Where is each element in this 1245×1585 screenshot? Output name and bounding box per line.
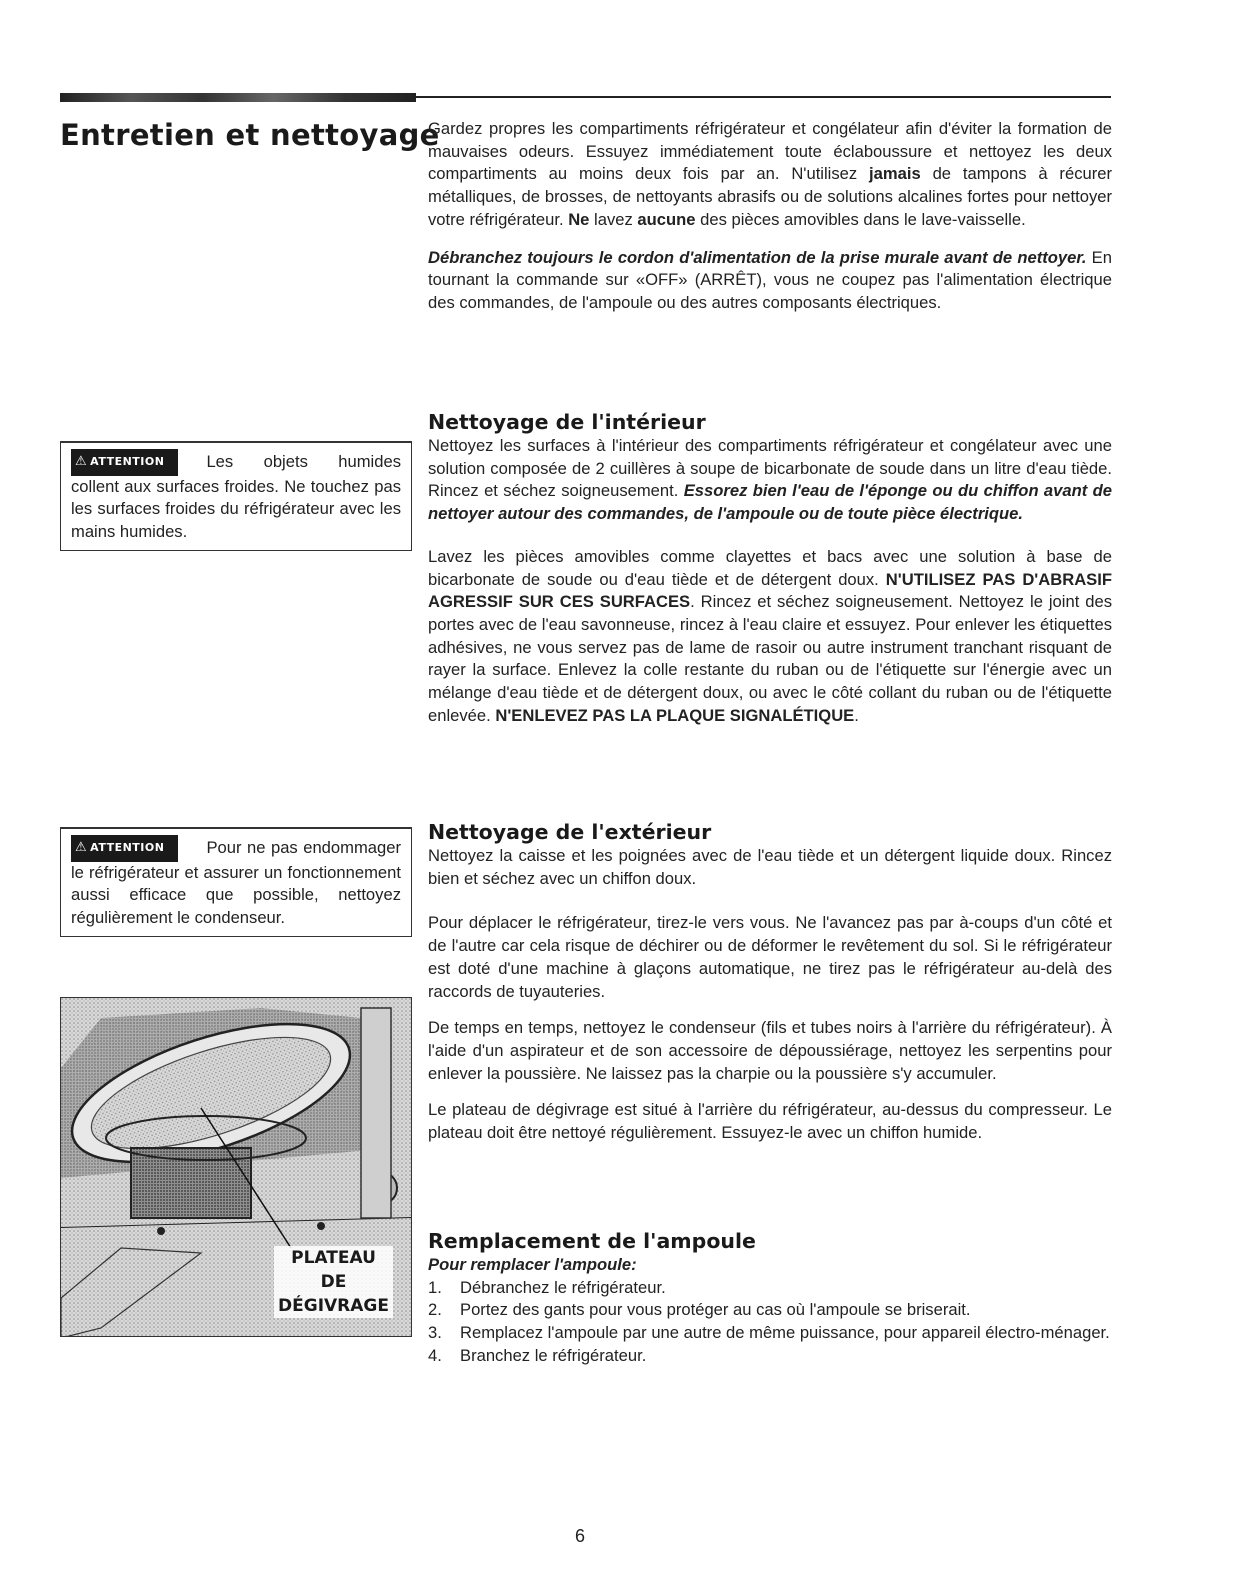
- exterior-paragraph-4: Le plateau de dégivrage est situé à l'arrière du réfrigérateur, au-dessus du compresseur. Le plateau doit être nettoyé régulièrement. Essuyez-le avec un chiffon humide.: [428, 1100, 1112, 1143]
- interior-cleaning-section: [428, 409, 1112, 727]
- intro-paragraph: Gardez propres les compartiments réfrigérateur et congélateur afin d'éviter la formation de mauvaises odeurs. Essuyez immédiatement toute éclaboussure et nettoyez les deux compartiments au moins deux fois par an. N'utilisez jamais de tampons à récurer métalliques, de brosses, de nettoyants abrasifs ou de solutions alcalines fortes pour nettoyer votre réfrigérateur. Ne lavez aucune des pièces amovibles dans le lave-vaisselle.: [428, 119, 1112, 229]
- exterior-paragraph-3: De temps en temps, nettoyez le condenseur (fils et tubes noirs à l'arrière du réfrigérateur). À l'aide d'un aspirateur et de son accessoire de dépoussiérage, nettoyez les serpentins pour enlever la poussière. Ne laissez pas la charpie ou la poussière s'y accumuler.: [428, 1018, 1112, 1083]
- header-rule-thin: [416, 96, 1111, 98]
- warning-text: Les objets humides collent aux surfaces froides. Ne touchez pas les surfaces froides du réfrigérateur avec les mains humides.: [71, 452, 401, 542]
- bulb-replacement-section: [428, 1228, 1112, 1368]
- exterior-cleaning-section: [428, 819, 1112, 1145]
- list-item: 3. Remplacez l'ampoule par une autre de même puissance, pour appareil électro-ménager.: [428, 1323, 1110, 1343]
- list-item: 1. Débranchez le réfrigérateur.: [428, 1277, 666, 1297]
- header-rule-thick: [60, 93, 416, 102]
- warning-triangle-icon: ⚠: [75, 840, 88, 855]
- bulb-heading: Remplacement de l'ampoule: [428, 1229, 756, 1253]
- warning-box-wet-objects: [60, 441, 412, 551]
- unplug-paragraph: Débranchez toujours le cordon d'alimentation de la prise murale avant de nettoyer. En tournant la commande sur «OFF» (ARRÊT), vous ne coupez pas l'alimentation électrique des commandes, de l'ampoule ou des autres composants électriques.: [428, 247, 1112, 312]
- bulb-subheading: Pour remplacer l'ampoule:: [428, 1255, 637, 1274]
- defrost-pan-illustration: [60, 997, 412, 1337]
- interior-heading: Nettoyage de l'intérieur: [428, 410, 706, 434]
- warning-box-condenser: [60, 827, 412, 937]
- page-number: 6: [574, 1526, 585, 1546]
- exterior-paragraph-1: Nettoyez la caisse et les poignées avec de l'eau tiède et un détergent liquide doux. Rincez bien et séchez avec un chiffon doux.: [428, 846, 1112, 888]
- interior-paragraph-1: Nettoyez les surfaces à l'intérieur des compartiments réfrigérateur et congélateur avec une solution composée de 2 cuillères à soupe de bicarbonate de soude dans un litre d'eau tiède. Rincez et séchez soigneusement. Essorez bien l'eau de l'éponge ou du chiffon avant de nettoyer autour des commandes, de l'ampoule ou de toute pièce électrique.: [428, 436, 1113, 524]
- attention-badge: ⚠ ATTENTION: [71, 449, 178, 476]
- warning-text: Pour ne pas endommager le réfrigérateur et assurer un fonctionnement aussi efficace que possible, nettoyez régulièrement le condenseur.: [71, 838, 401, 928]
- list-item: 4. Branchez le réfrigérateur.: [428, 1345, 647, 1365]
- interior-paragraph-2: Lavez les pièces amovibles comme clayettes et bacs avec une solution à base de bicarbonate de soude ou d'eau tiède et de détergent doux. N'UTILISEZ PAS D'ABRASIF AGRESSIF SUR CES SURFACES. Rincez et séchez soigneusement. Nettoyez le joint des portes avec de l'eau savonneuse, rincez à l'eau claire et essuyez. Pour enlever les étiquettes adhésives, ne vous servez pas de lame de rasoir ou autre instrument tranchant risquant de rayer la surface. Enlevez la colle restante du ruban ou de l'étiquette sur l'énergie avec un mélange d'eau tiède et de détergent doux, ou avec le côté collant du ruban ou de l'étiquette enlevée. N'ENLEVEZ PAS LA PLAQUE SIGNALÉTIQUE.: [428, 546, 1112, 725]
- bulb-steps-list: [428, 1277, 1112, 1368]
- page-title: Entretien et nettoyage: [60, 118, 440, 152]
- warning-triangle-icon: ⚠: [75, 454, 88, 469]
- exterior-heading: Nettoyage de l'extérieur: [428, 820, 712, 844]
- list-item: 2. Portez des gants pour vous protéger au cas où l'ampoule se briserait.: [428, 1300, 971, 1320]
- exterior-paragraph-2: Pour déplacer le réfrigérateur, tirez-le vers vous. Ne l'avancez pas par à-coups d'un côté et de l'autre car cela risque de déchirer ou de déformer le revêtement du sol. Si le réfrigérateur est doté d'une machine à glaçons automatique, ne tirez pas le réfrigérateur au-delà des raccords de tuyauteries.: [428, 913, 1112, 1001]
- intro-section: [428, 118, 1112, 315]
- attention-badge: ⚠ ATTENTION: [71, 835, 178, 862]
- defrost-pan-label: PLATEAU DE DÉGIVRAGE: [274, 1246, 393, 1318]
